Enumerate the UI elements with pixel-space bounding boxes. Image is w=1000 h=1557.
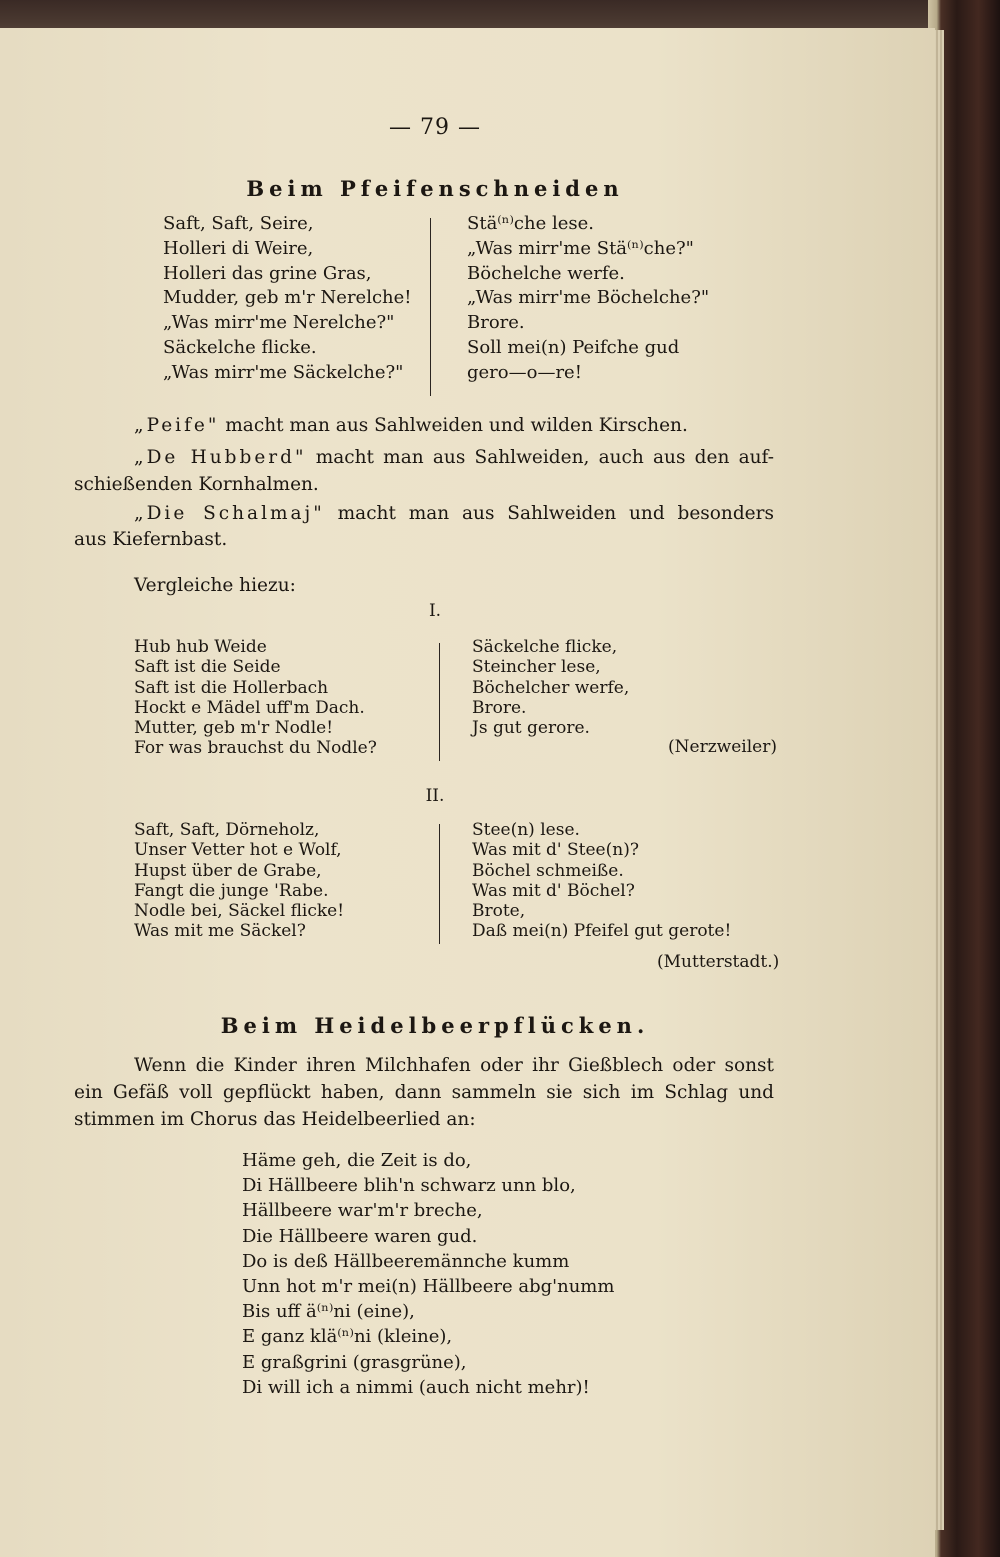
- verse-line: Saft, Saft, Dörneholz,: [134, 820, 320, 840]
- poem-line: Di Hällbeere blih'n schwarz unn blo,: [242, 1175, 576, 1197]
- compare-label: [134, 572, 534, 599]
- verse-line: gero—o—re!: [467, 361, 582, 383]
- column-divider: [430, 218, 431, 396]
- verse-line: Saft ist die Seide: [134, 657, 281, 678]
- verse-line: Unser Vetter hot e Wolf,: [134, 840, 342, 861]
- verse-line: Böchelche werfe.: [467, 262, 625, 284]
- note-schalmaj-cont: [74, 526, 774, 553]
- verse-line: Was mit d' Stee(n)?: [472, 840, 639, 861]
- verse-line: Was mit me Säckel?: [134, 921, 306, 942]
- note-term: „Peife": [134, 415, 220, 436]
- verse-line: „Was mirr'me Böchelche?": [467, 287, 710, 309]
- verse-left-column: [163, 212, 412, 386]
- verse-line: Nodle bei, Säckel flicke!: [134, 901, 345, 922]
- poem-line: Do is deß Hällbeeremännche kumm: [242, 1250, 570, 1272]
- verse-line: Brore.: [472, 697, 527, 718]
- heidelbeerlied-poem: [242, 1148, 614, 1400]
- note-text: aus Kiefernbast.: [74, 529, 228, 550]
- verse-line: Brote,: [472, 901, 526, 922]
- section-heading-pfeifenschneiden: Beim Pfeifenschneiden: [246, 176, 624, 201]
- poem-line: Häme geh, die Zeit is do,: [242, 1150, 472, 1171]
- verse-line: Fangt die junge 'Rabe.: [134, 880, 329, 901]
- verse-line: Saft ist die Hollerbach: [134, 677, 329, 698]
- note-hubberd: [134, 444, 774, 471]
- verse-line: Hub hub Weide: [134, 637, 267, 657]
- verse-line: Hupst über de Grabe,: [134, 860, 322, 881]
- note-term: „Die Schalmaj": [134, 503, 325, 524]
- page-number: — 79 —: [389, 115, 481, 140]
- poem-line: Bis uff ä⁽ⁿ⁾ni (eine),: [242, 1301, 415, 1323]
- variant1-right-column: [472, 637, 629, 738]
- variant2-right-column: [472, 820, 731, 942]
- note-term: „De Hubberd": [134, 447, 307, 468]
- verse-line: Mutter, geb m'r Nodle!: [134, 718, 334, 739]
- verse-line: Holleri di Weire,: [163, 237, 314, 259]
- verse-line: Steincher lese,: [472, 657, 601, 678]
- note-schalmaj: [134, 500, 774, 527]
- paragraph-text: ein Gefäß voll gepflückt haben, dann sammeln sie sich im Schlag und: [74, 1082, 774, 1103]
- variant-numeral-1: I.: [428, 601, 442, 621]
- verse-line: Brore.: [467, 312, 525, 334]
- note-hubberd-cont: [74, 471, 774, 498]
- verse-line: Böchelcher werfe,: [472, 677, 630, 698]
- variant-numeral-2: II.: [425, 786, 445, 806]
- verse-line: Daß mei(n) Pfeifel gut gerote!: [472, 921, 732, 942]
- note-peife: [134, 412, 774, 439]
- poem-line: E graßgrini (grasgrüne),: [242, 1351, 467, 1373]
- variant1-left-column: [134, 637, 377, 759]
- verse-line: „Was mirr'me Nerelche?": [163, 312, 395, 334]
- verse-line: Böchel schmeiße.: [472, 860, 624, 881]
- variant2-left-column: [134, 820, 344, 942]
- verse-line: Säckelche flicke.: [163, 336, 317, 358]
- verse-line: Mudder, geb m'r Nerelche!: [163, 287, 412, 309]
- note-text: schießenden Kornhalmen.: [74, 474, 319, 495]
- section-heading-heidelbeerpfluecken: Beim Heidelbeerpflücken.: [220, 1013, 650, 1038]
- verse-line: Was mit d' Böchel?: [472, 880, 635, 901]
- verse-line: Hockt e Mädel uff'm Dach.: [134, 697, 365, 718]
- column-divider: [439, 824, 440, 944]
- paragraph-text: Wenn die Kinder ihren Milchhafen oder ihr Gießblech oder sonst: [134, 1055, 774, 1076]
- verse-right-column: [467, 212, 709, 386]
- verse-line: Stee(n) lese.: [472, 820, 580, 840]
- note-text: macht man aus Sahlweiden und besonders: [337, 503, 774, 524]
- paragraph-line-1: [134, 1052, 774, 1079]
- poem-line: E ganz klä⁽ⁿ⁾ni (kleine),: [242, 1326, 453, 1348]
- poem-line: Hällbeere war'm'r breche,: [242, 1200, 483, 1222]
- verse-line: For was brauchst du Nodle?: [134, 738, 377, 759]
- source-mutterstadt: (Mutterstadt.): [657, 952, 780, 972]
- verse-line: Säckelche flicke,: [472, 637, 618, 657]
- verse-line: Js gut gerore.: [472, 718, 590, 739]
- verse-line: Stä⁽ⁿ⁾che lese.: [467, 213, 594, 234]
- column-divider: [439, 643, 440, 761]
- verse-line: Saft, Saft, Seire,: [163, 213, 314, 234]
- paragraph-line-3: [74, 1106, 774, 1133]
- source-nerzweiler: (Nerzweiler): [668, 737, 777, 757]
- note-text: macht man aus Sahlweiden und wilden Kirschen.: [225, 415, 688, 436]
- compare-label-text: Vergleiche hiezu:: [134, 575, 296, 596]
- poem-line: Di will ich a nimmi (auch nicht mehr)!: [242, 1376, 590, 1398]
- poem-line: Die Hällbeere waren gud.: [242, 1225, 478, 1247]
- verse-line: Soll mei(n) Peifche gud: [467, 336, 680, 358]
- verse-line: Holleri das grine Gras,: [163, 262, 372, 284]
- verse-line: „Was mirr'me Säckelche?": [163, 361, 404, 383]
- paragraph-text: stimmen im Chorus das Heidelbeerlied an:: [74, 1109, 476, 1130]
- paragraph-line-2: [74, 1079, 774, 1106]
- poem-line: Unn hot m'r mei(n) Hällbeere abg'numm: [242, 1276, 615, 1298]
- note-text: macht man aus Sahlweiden, auch aus den auf-: [315, 447, 774, 468]
- verse-line: „Was mirr'me Stä⁽ⁿ⁾che?": [467, 237, 694, 259]
